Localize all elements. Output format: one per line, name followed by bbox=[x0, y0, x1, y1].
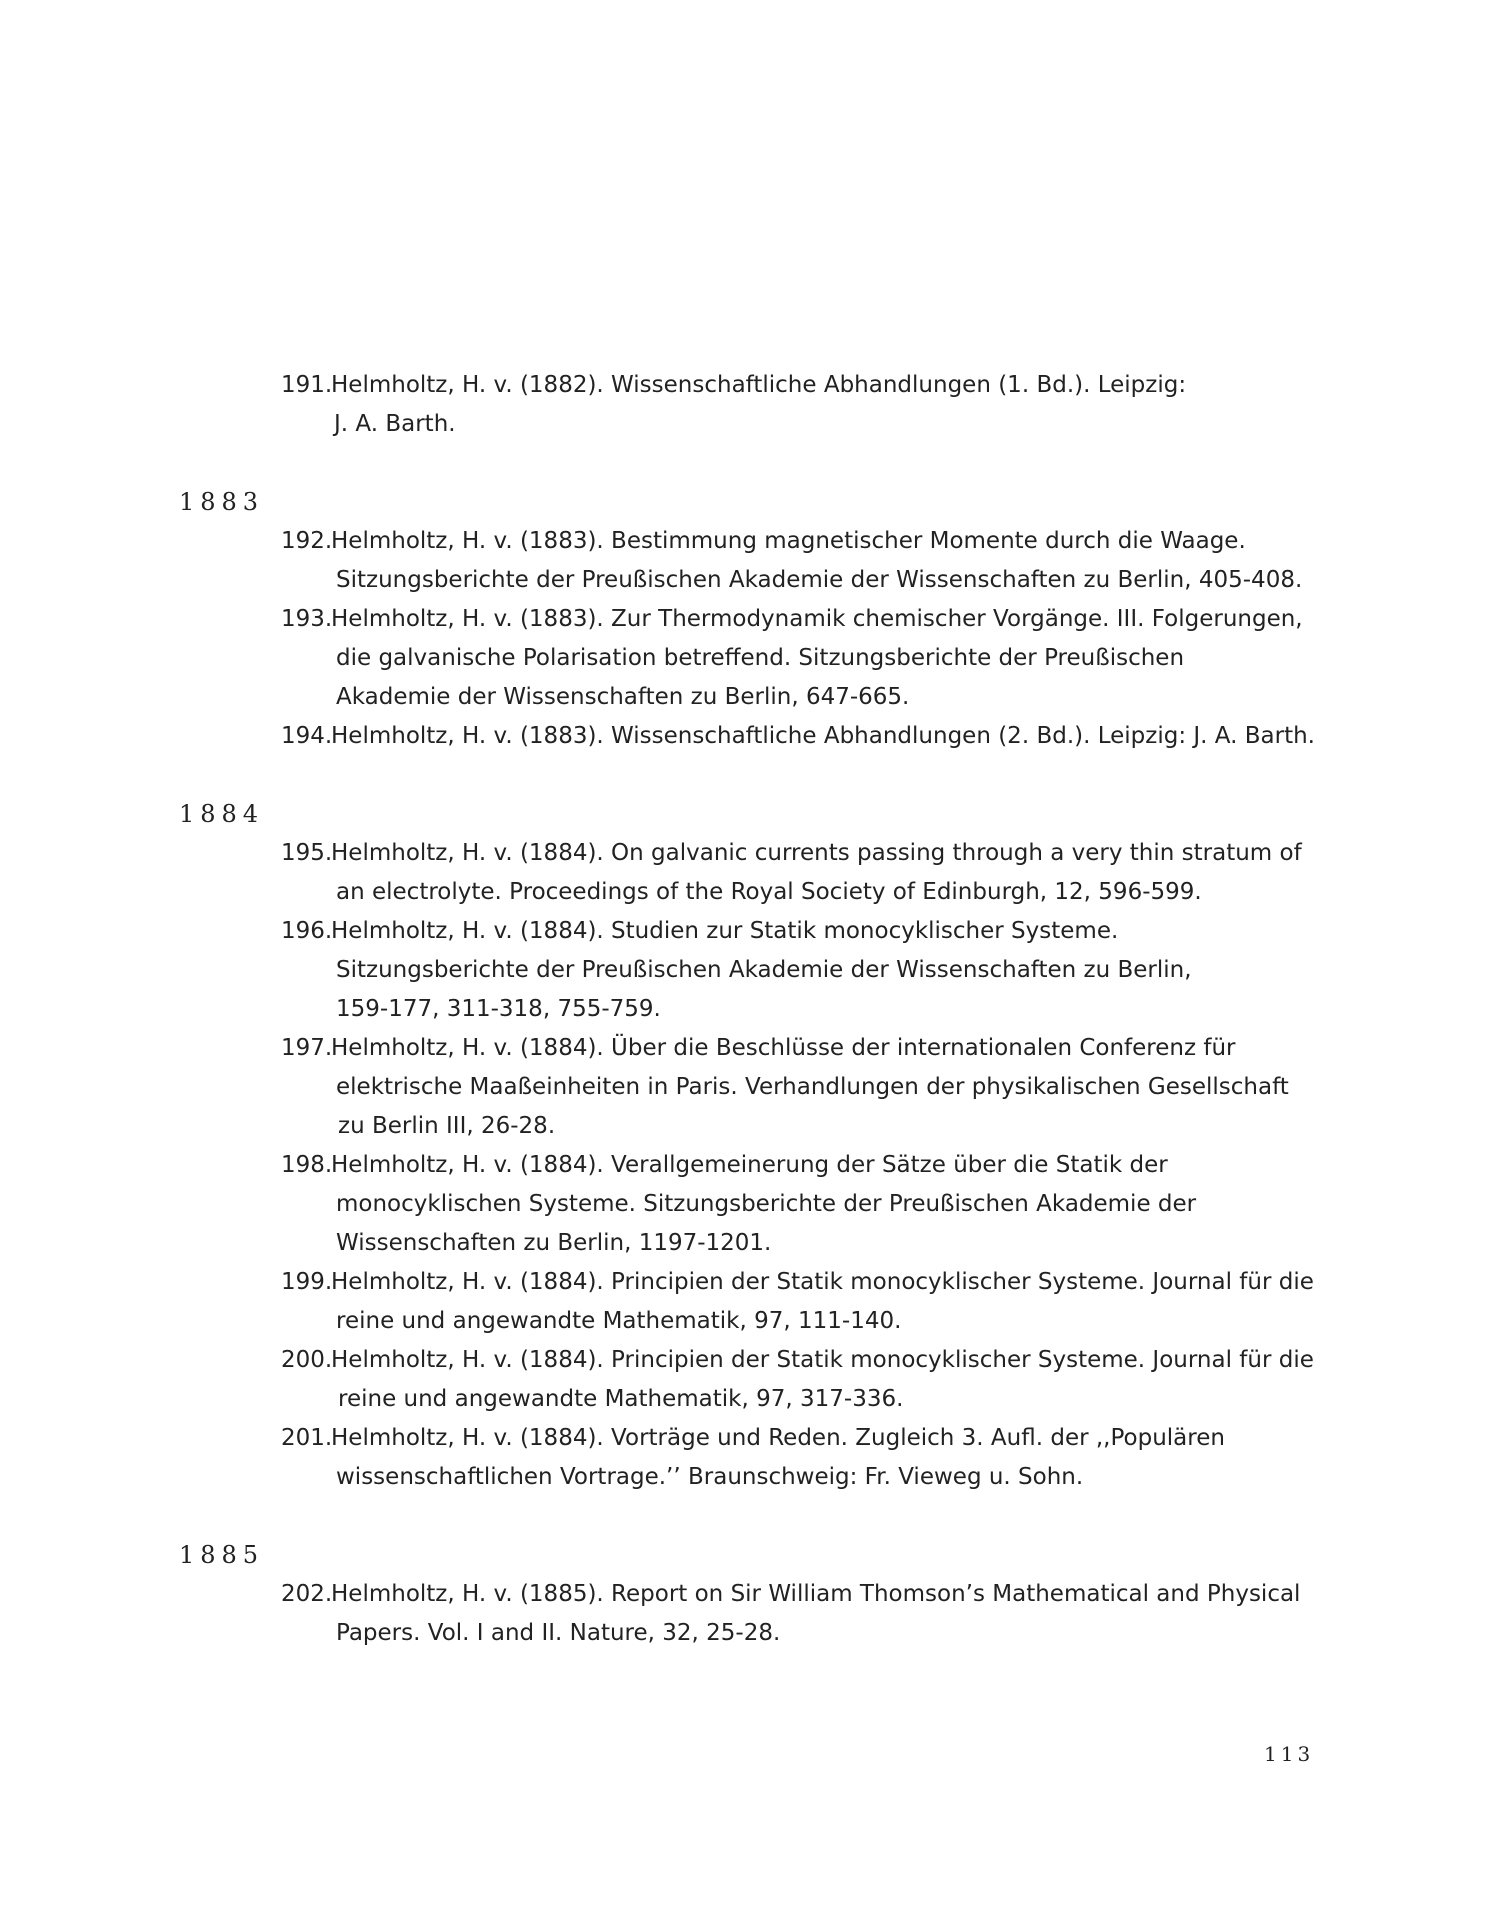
entry-number: 199. bbox=[281, 1269, 333, 1295]
entry-line: elektrische Maaßeinheiten in Paris. Verhandlungen der physikalischen Gesellschaft bbox=[336, 1074, 1289, 1100]
bibliography-entry bbox=[281, 1575, 1321, 1653]
entry-line: Papers. Vol. I and II. Nature, 32, 25-28. bbox=[336, 1620, 781, 1646]
entry-number: 193. bbox=[281, 606, 333, 632]
year-heading: 1883 bbox=[179, 488, 265, 516]
entry-number: 197. bbox=[281, 1035, 333, 1061]
entry-number: 200. bbox=[281, 1347, 333, 1373]
entry-line: Helmholtz, H. v. (1885). Report on Sir William Thomson’s Mathematical and Physical bbox=[331, 1581, 1301, 1607]
entry-line: Helmholtz, H. v. (1884). Principien der Statik monocyklischer Systeme. Journal für die bbox=[331, 1347, 1314, 1373]
entry-number: 198. bbox=[281, 1152, 333, 1178]
entry-line: Helmholtz, H. v. (1882). Wissenschaftliche Abhandlungen (1. Bd.). Leipzig: bbox=[331, 372, 1187, 398]
entry-line: Helmholtz, H. v. (1884). Verallgemeinerung der Sätze über die Statik der bbox=[331, 1152, 1168, 1178]
bibliography-entry bbox=[281, 1263, 1321, 1341]
entry-number: 202. bbox=[281, 1581, 333, 1607]
year-heading: 1885 bbox=[179, 1541, 265, 1569]
entry-line: monocyklischen Systeme. Sitzungsberichte der Preußischen Akademie der bbox=[336, 1191, 1197, 1217]
entry-line: wissenschaftlichen Vortrage.’’ Braunschweig: Fr. Vieweg u. Sohn. bbox=[336, 1464, 1084, 1490]
entry-line: Wissenschaften zu Berlin, 1197-1201. bbox=[336, 1230, 772, 1256]
page-number: 113 bbox=[1264, 1742, 1315, 1766]
bibliography-entry bbox=[281, 1419, 1321, 1497]
entry-line: die galvanische Polarisation betreffend. Sitzungsberichte der Preußischen bbox=[336, 645, 1185, 671]
entry-line: Helmholtz, H. v. (1884). On galvanic currents passing through a very thin stratum of bbox=[331, 840, 1302, 866]
entry-line: zu Berlin III, 26-28. bbox=[338, 1113, 556, 1139]
entry-number: 201. bbox=[281, 1425, 333, 1451]
bibliography-entry bbox=[281, 717, 1321, 756]
entry-line: 159-177, 311-318, 755-759. bbox=[336, 996, 661, 1022]
bibliography-entry bbox=[281, 1146, 1321, 1263]
entry-line: Helmholtz, H. v. (1883). Zur Thermodynamik chemischer Vorgänge. III. Folgerungen, bbox=[331, 606, 1303, 632]
entry-line: Sitzungsberichte der Preußischen Akademie der Wissenschaften zu Berlin, bbox=[336, 957, 1192, 983]
entry-number: 195. bbox=[281, 840, 333, 866]
bibliography-entry bbox=[281, 1341, 1321, 1419]
entry-line: reine und angewandte Mathematik, 97, 317-336. bbox=[338, 1386, 904, 1412]
entry-line: Helmholtz, H. v. (1884). Vorträge und Reden. Zugleich 3. Aufl. der ,,Populären bbox=[331, 1425, 1225, 1451]
bibliography-entry bbox=[281, 366, 1321, 444]
entry-line: Helmholtz, H. v. (1884). Über die Beschlüsse der internationalen Conferenz für bbox=[331, 1035, 1236, 1061]
entry-number: 191. bbox=[281, 372, 333, 398]
entry-line: Sitzungsberichte der Preußischen Akademie der Wissenschaften zu Berlin, 405-408. bbox=[336, 567, 1303, 593]
entry-line: an electrolyte. Proceedings of the Royal Society of Edinburgh, 12, 596-599. bbox=[336, 879, 1202, 905]
bibliography-entry bbox=[281, 600, 1321, 717]
entry-line: reine und angewandte Mathematik, 97, 111-140. bbox=[336, 1308, 902, 1334]
entry-line: Akademie der Wissenschaften zu Berlin, 647-665. bbox=[336, 684, 910, 710]
entry-number: 196. bbox=[281, 918, 333, 944]
entry-line: Helmholtz, H. v. (1884). Studien zur Statik monocyklischer Systeme. bbox=[331, 918, 1119, 944]
entry-number: 194. bbox=[281, 723, 333, 749]
year-heading: 1884 bbox=[179, 800, 265, 828]
bibliography-entry bbox=[281, 522, 1321, 600]
entry-line: Helmholtz, H. v. (1883). Bestimmung magnetischer Momente durch die Waage. bbox=[331, 528, 1246, 554]
entry-line: Helmholtz, H. v. (1884). Principien der Statik monocyklischer Systeme. Journal für die bbox=[331, 1269, 1314, 1295]
bibliography-entry bbox=[281, 1029, 1321, 1146]
bibliography-entry bbox=[281, 912, 1321, 1029]
bibliography-entry bbox=[281, 834, 1321, 912]
entry-line: Helmholtz, H. v. (1883). Wissenschaftliche Abhandlungen (2. Bd.). Leipzig: J. A. Barth. bbox=[331, 723, 1315, 749]
entry-number: 192. bbox=[281, 528, 333, 554]
entry-line: J. A. Barth. bbox=[334, 411, 456, 437]
